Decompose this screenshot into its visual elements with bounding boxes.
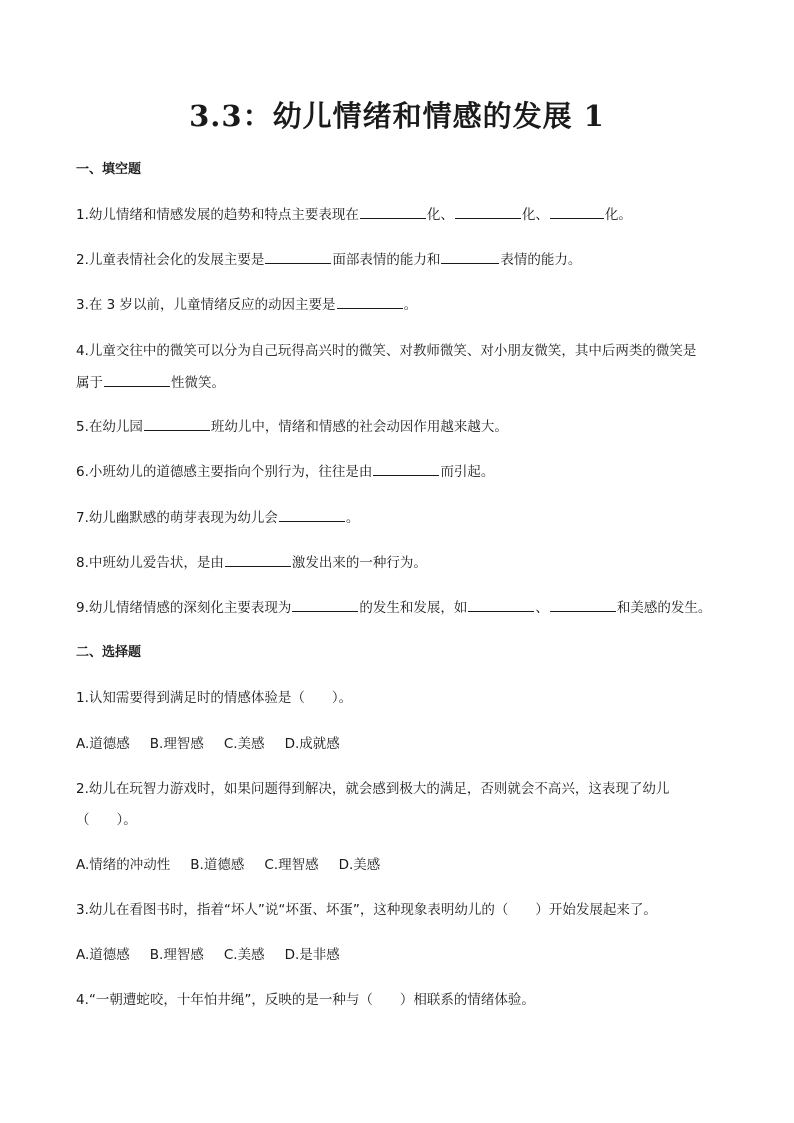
- answer-blank[interactable]: [225, 553, 291, 567]
- option-c[interactable]: C.美感: [223, 947, 265, 963]
- choice-question-2-line-1: 2.幼儿在玩智力游戏时，如果问题得到解决，就会感到极大的满足，否则就会不高兴，这表现了幼儿: [76, 781, 670, 797]
- option-d[interactable]: D.成就感: [284, 736, 340, 752]
- answer-blank[interactable]: [279, 508, 345, 522]
- option-a[interactable]: A.道德感: [76, 947, 130, 963]
- question-3: 3.在 3 岁以前，儿童情绪反应的动因主要是 。: [76, 297, 418, 313]
- answer-blank[interactable]: [265, 250, 331, 264]
- choice-1-options: [76, 732, 360, 752]
- question-2: 2.儿童表情社会化的发展主要是 面部表情的能力和 表情的能力。: [76, 252, 582, 268]
- answer-blank[interactable]: [441, 250, 499, 264]
- answer-blank[interactable]: [550, 598, 616, 612]
- choice-2-options: [76, 853, 400, 873]
- section-heading-multiple-choice: 二、选择题: [76, 645, 142, 660]
- question-9: 9.幼儿情绪情感的深刻化主要表现为 的发生和发展，如 、 和美感的发生。: [76, 600, 712, 616]
- option-b[interactable]: B.理智感: [149, 736, 204, 752]
- option-d[interactable]: D.是非感: [284, 947, 340, 963]
- question-4-line-1: 4.儿童交往中的微笑可以分为自己玩得高兴时的微笑、对教师微笑、对小朋友微笑，其中后两类的微笑是: [76, 343, 697, 359]
- section-heading-fill-blank: 一、填空题: [76, 162, 142, 177]
- question-6: 6.小班幼儿的道德感主要指向个别行为，往往是由 而引起。: [76, 464, 495, 480]
- choice-3-options: [76, 943, 360, 963]
- answer-blank[interactable]: [550, 205, 604, 219]
- answer-blank[interactable]: [468, 598, 534, 612]
- question-7: 7.幼儿幽默感的萌芽表现为幼儿会 。: [76, 510, 360, 526]
- option-b[interactable]: B.理智感: [149, 947, 204, 963]
- answer-blank[interactable]: [337, 295, 403, 309]
- answer-blank[interactable]: [144, 417, 210, 431]
- answer-blank[interactable]: [360, 205, 426, 219]
- option-d[interactable]: D.美感: [338, 857, 381, 873]
- choice-question-3: 3.幼儿在看图书时，指着“坏人”说“坏蛋、坏蛋”，这种现象表明幼儿的（ ）开始发展起来了。: [76, 902, 657, 918]
- choice-question-2-line-2: （ ）。: [76, 812, 137, 828]
- choice-question-4: 4.“一朝遭蛇咬，十年怕井绳”，反映的是一种与（ ）相联系的情绪体验。: [76, 992, 535, 1008]
- answer-blank[interactable]: [455, 205, 521, 219]
- option-a[interactable]: A.道德感: [76, 736, 130, 752]
- question-1: 1.幼儿情绪和情感发展的趋势和特点主要表现在 化、 化、 化。: [76, 207, 632, 223]
- choice-question-1: 1.认知需要得到满足时的情感体验是（ ）。: [76, 690, 353, 706]
- question-4-line-2: 属于 性微笑。: [76, 375, 225, 391]
- answer-blank[interactable]: [292, 598, 358, 612]
- question-5: 5.在幼儿园 班幼儿中，情绪和情感的社会动因作用越来越大。: [76, 419, 508, 435]
- page-title: 3.3：幼儿情绪和情感的发展 1: [189, 99, 605, 133]
- option-c[interactable]: C.理智感: [264, 857, 319, 873]
- option-b[interactable]: B.道德感: [190, 857, 245, 873]
- option-a[interactable]: A.情绪的冲动性: [76, 857, 171, 873]
- option-c[interactable]: C.美感: [223, 736, 265, 752]
- question-8: 8.中班幼儿爱告状，是由 激发出来的一种行为。: [76, 555, 427, 571]
- answer-blank[interactable]: [373, 462, 439, 476]
- answer-blank[interactable]: [104, 373, 170, 387]
